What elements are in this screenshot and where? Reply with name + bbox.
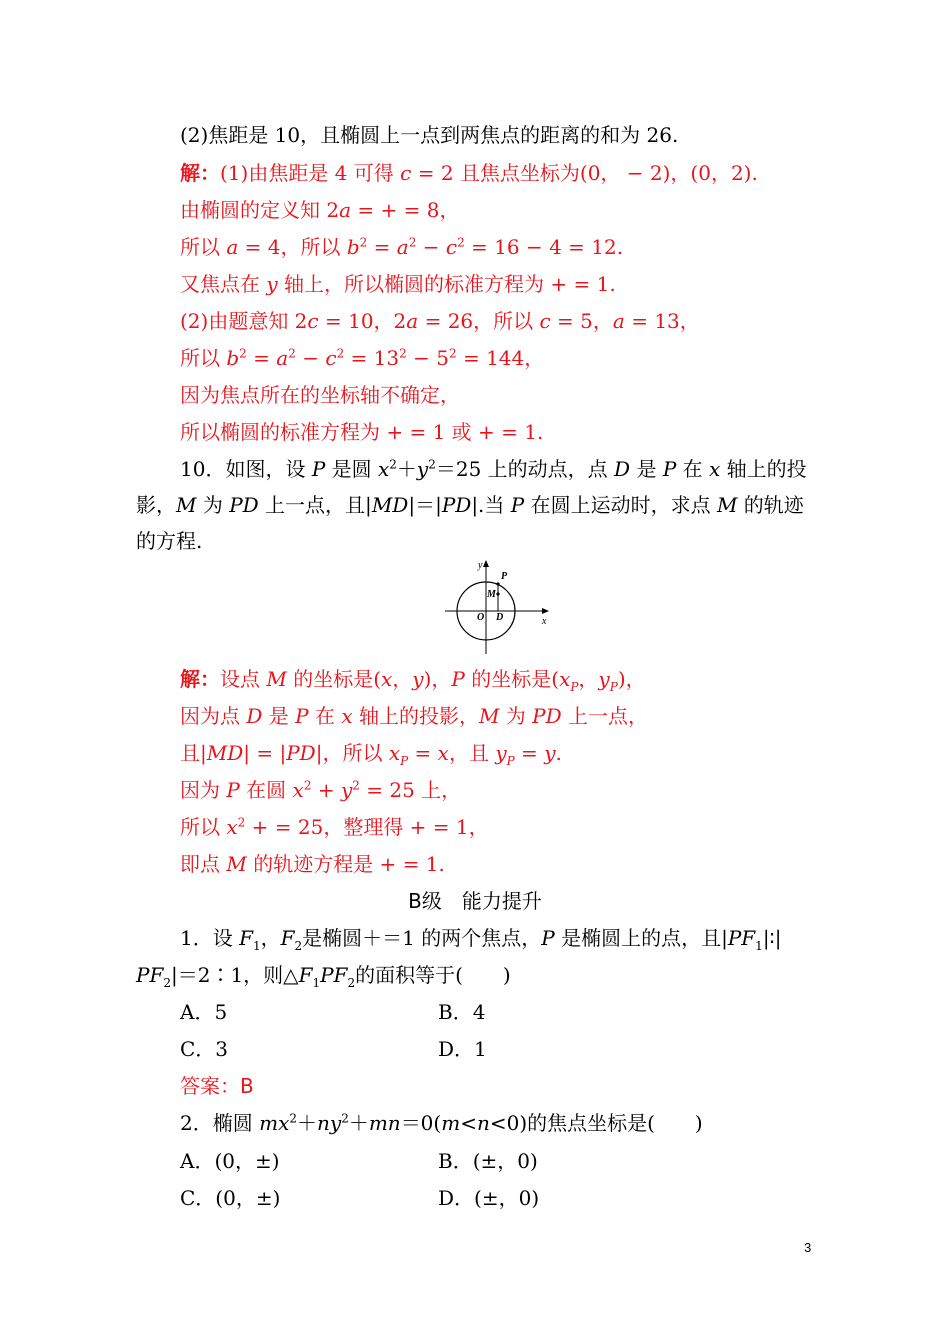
question10-line2: 影，M 为 PD 上一点，且|MD|＝|PD|.当 P 在圆上运动时，求点 M 的轨迹 — [136, 493, 804, 517]
solution10-line3: 且|MD| = |PD|，所以 $x_P = x$，且 $y_P = y$. — [180, 741, 562, 768]
solution1-line5: (2)由题意知 2c = 10，2a = 26，所以 c = 5，a = 13， — [180, 309, 700, 333]
solution10-line1: 解：设点 M 的坐标是(x，y)，P 的坐标是($x_P$，$y_P$)， — [180, 667, 646, 694]
y-axis-arrow — [483, 560, 489, 567]
solution1-line7: 因为焦点所在的坐标轴不确定， — [180, 383, 460, 407]
qb2-option-a[interactable]: A．(0，±) — [180, 1149, 280, 1173]
page-number: 3 — [804, 1240, 812, 1255]
qb2-line1: 2．椭圆 $mx^2+ny^2+mn=0(m<n<0)$的焦点坐标是( ) — [180, 1111, 703, 1135]
question10-line1: 10．如图，设 P 是圆 $x^2+y^2=25$ 上的动点，点 D 是 P 在 x 轴上的投 — [180, 457, 807, 481]
label-m: M — [487, 589, 496, 600]
label-y: y — [478, 560, 483, 571]
qb2-option-c[interactable]: C．(0，±) — [180, 1186, 281, 1210]
point-m — [496, 592, 499, 595]
label-p: P — [501, 571, 508, 582]
label-d: D — [496, 612, 504, 623]
solution1-line4: 又焦点在 y 轴上，所以椭圆的标准方程为 + = 1. — [180, 272, 616, 296]
solution1-line3: 所以 a = 4，所以 $b^2 = a^2 - c^2 = 16 - 4 = 12$. — [180, 235, 624, 259]
qb2-option-d[interactable]: D．(±，0) — [438, 1186, 540, 1210]
solution10-line6: 即点 M 的轨迹方程是 + = 1. — [180, 852, 445, 876]
qb1-line2: $PF_2|=2∶1$，则$\triangle F_1PF_2$的面积等于( ) — [136, 963, 511, 990]
solution10-line4: 因为 P 在圆 $x^2 + y^2 = 25$ 上， — [180, 778, 462, 802]
section-title: B级 能力提升 — [408, 889, 542, 913]
qb1-option-b[interactable]: B．4 — [438, 1000, 486, 1024]
qb1-answer: 答案：B — [180, 1074, 254, 1098]
solution1-line8: 所以椭圆的标准方程为 + = 1 或 + = 1. — [180, 420, 544, 444]
solution10-line5: 所以 $x^2$ + = 25，整理得 + = 1， — [180, 815, 489, 839]
solution1-line6: 所以 $b^2 = a^2 - c^2 = 13^2 - 5^2 = 144$， — [180, 346, 545, 370]
x-axis-arrow — [542, 608, 549, 614]
qb2-option-b[interactable]: B．(±，0) — [438, 1149, 538, 1173]
qb1-line1: 1．设 $F_1$，$F_2$是椭圆＋＝1 的两个焦点，P 是椭圆上的点，且$|PF_1|∶|$ — [180, 926, 782, 953]
label-o: O — [477, 612, 485, 623]
question-part2: (2)焦距是 10，且椭圆上一点到两焦点的距离的和为 26. — [180, 123, 679, 147]
label-x: x — [542, 616, 547, 627]
qb1-option-c[interactable]: C．3 — [180, 1037, 229, 1061]
circle-figure — [445, 558, 549, 654]
solution1-line1: 解：(1)由焦距是 4 可得 c = 2 且焦点坐标为(0， − 2)，(0，2). — [180, 161, 758, 185]
solution10-line2: 因为点 D 是 P 在 x 轴上的投影，M 为 PD 上一点， — [180, 704, 649, 728]
qb1-option-d[interactable]: D．1 — [438, 1037, 487, 1061]
question10-line3: 的方程. — [136, 529, 203, 553]
solution1-line2: 由椭圆的定义知 2a = + = 8， — [180, 198, 460, 222]
qb1-option-a[interactable]: A．5 — [180, 1000, 228, 1024]
point-p — [496, 582, 499, 585]
